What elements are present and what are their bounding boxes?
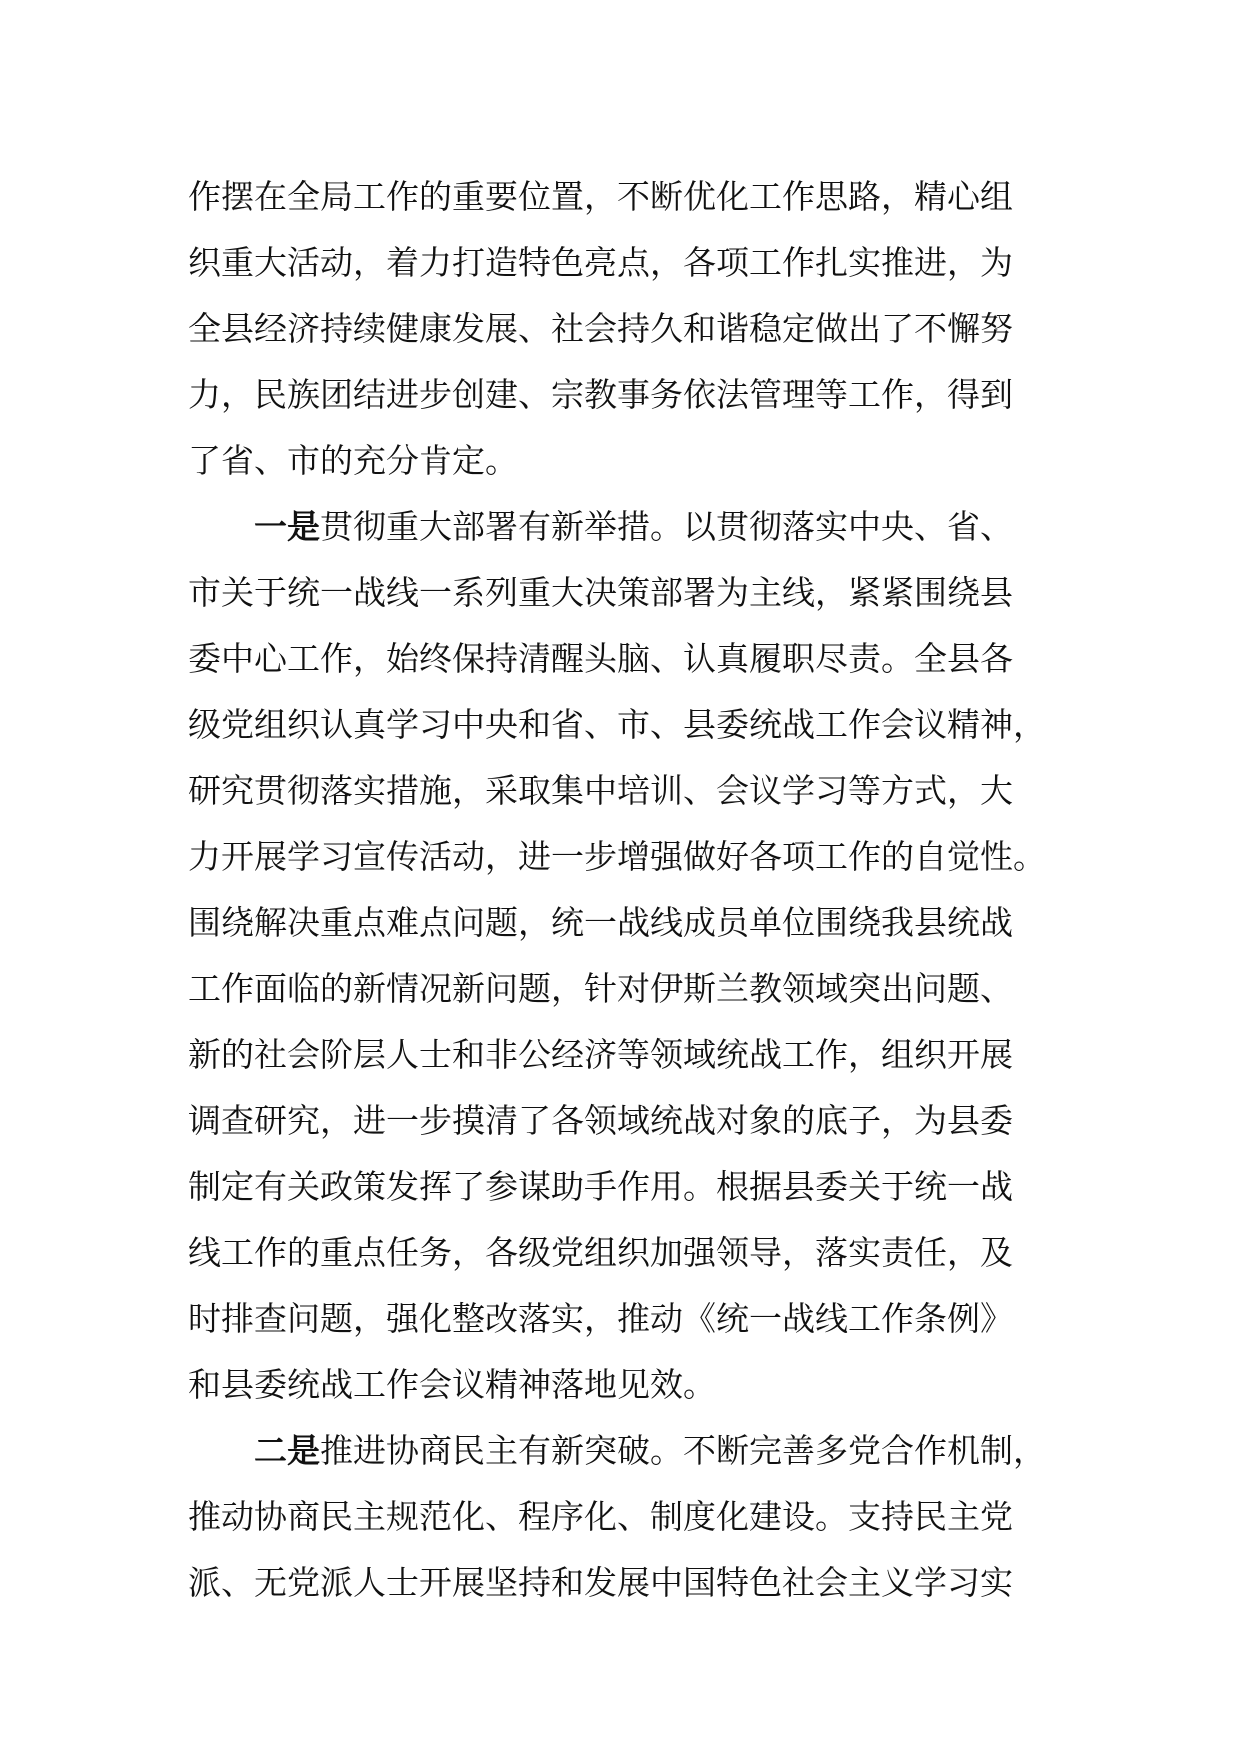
text-line xyxy=(188,1484,1068,1550)
line-text: 和县委统战工作会议精神落地见效。 xyxy=(188,1365,716,1404)
line-text: 全县经济持续健康发展、社会持久和谐稳定做出了不懈努 xyxy=(188,309,1013,348)
line-text: 调查研究，进一步摸清了各领域统战对象的底子，为县委 xyxy=(188,1101,1013,1140)
paragraph xyxy=(188,164,1068,494)
line-text: 级党组织认真学习中央和省、市、县委统战工作会议精神， xyxy=(188,705,1046,744)
line-text: 研究贯彻落实措施，采取集中培训、会议学习等方式，大 xyxy=(188,771,1013,810)
text-line xyxy=(188,230,1068,296)
line-text: 线工作的重点任务，各级党组织加强领导，落实责任，及 xyxy=(188,1233,1013,1272)
text-line xyxy=(188,1220,1068,1286)
text-line xyxy=(188,1154,1068,1220)
document-page xyxy=(188,164,1068,1616)
text-line xyxy=(188,1088,1068,1154)
text-line xyxy=(188,1286,1068,1352)
paragraph-lead: 二是 xyxy=(254,1431,320,1470)
line-text: 市关于统一战线一系列重大决策部署为主线，紧紧围绕县 xyxy=(188,573,1013,612)
text-line xyxy=(188,1418,1068,1484)
line-text: 时排查问题，强化整改落实，推动《统一战线工作条例》 xyxy=(188,1299,1013,1338)
text-line xyxy=(188,626,1068,692)
text-line xyxy=(188,1022,1068,1088)
paragraph-lead: 一是 xyxy=(254,507,320,546)
line-text: 推进协商民主有新突破。不断完善多党合作机制， xyxy=(320,1431,1046,1470)
text-line xyxy=(188,494,1068,560)
text-line xyxy=(188,296,1068,362)
line-text: 力开展学习宣传活动，进一步增强做好各项工作的自觉性。 xyxy=(188,837,1046,876)
line-text: 围绕解决重点难点问题，统一战线成员单位围绕我县统战 xyxy=(188,903,1013,942)
line-text: 作摆在全局工作的重要位置，不断优化工作思路，精心组 xyxy=(188,177,1013,216)
text-line xyxy=(188,758,1068,824)
line-text: 委中心工作，始终保持清醒头脑、认真履职尽责。全县各 xyxy=(188,639,1013,678)
text-line xyxy=(188,362,1068,428)
paragraph xyxy=(188,494,1068,1418)
text-line xyxy=(188,1352,1068,1418)
line-text: 力，民族团结进步创建、宗教事务依法管理等工作，得到 xyxy=(188,375,1013,414)
line-text: 织重大活动，着力打造特色亮点，各项工作扎实推进，为 xyxy=(188,243,1013,282)
text-line xyxy=(188,1550,1068,1616)
text-line xyxy=(188,692,1068,758)
text-line xyxy=(188,890,1068,956)
line-text: 制定有关政策发挥了参谋助手作用。根据县委关于统一战 xyxy=(188,1167,1013,1206)
text-line xyxy=(188,824,1068,890)
text-line xyxy=(188,428,1068,494)
paragraph xyxy=(188,1418,1068,1616)
line-text: 新的社会阶层人士和非公经济等领域统战工作，组织开展 xyxy=(188,1035,1013,1074)
line-text: 了省、市的充分肯定。 xyxy=(188,441,518,480)
text-line xyxy=(188,164,1068,230)
text-line xyxy=(188,560,1068,626)
line-text: 贯彻重大部署有新举措。以贯彻落实中央、省、 xyxy=(320,507,1013,546)
line-text: 推动协商民主规范化、程序化、制度化建设。支持民主党 xyxy=(188,1497,1013,1536)
line-text: 派、无党派人士开展坚持和发展中国特色社会主义学习实 xyxy=(188,1563,1013,1602)
line-text: 工作面临的新情况新问题，针对伊斯兰教领域突出问题、 xyxy=(188,969,1013,1008)
text-line xyxy=(188,956,1068,1022)
